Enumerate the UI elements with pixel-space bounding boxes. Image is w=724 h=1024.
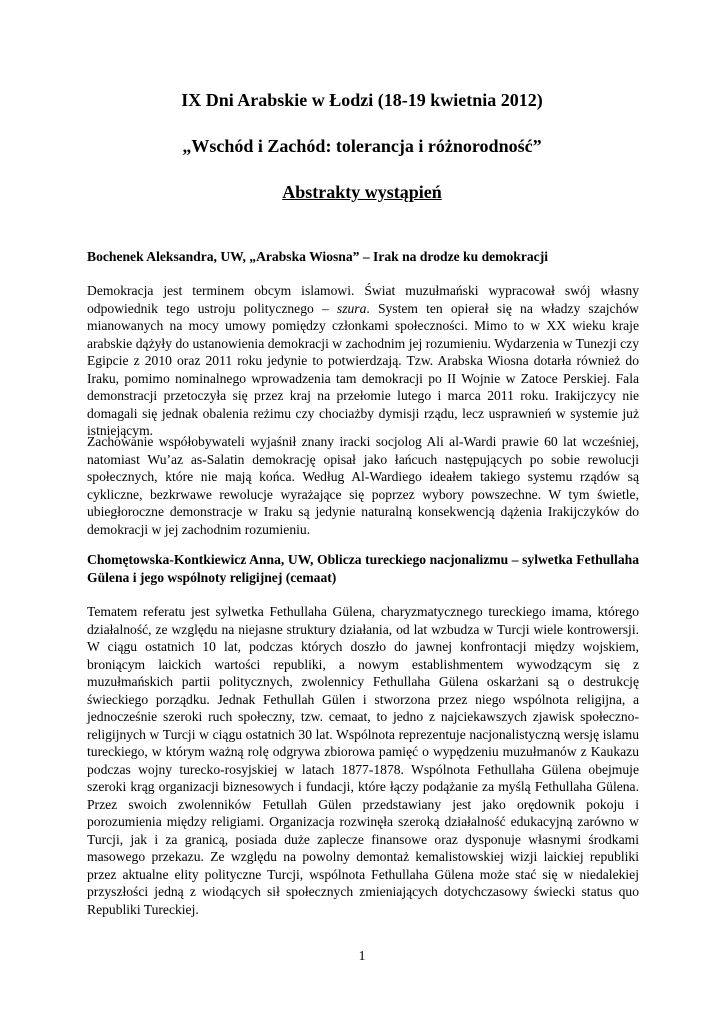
document-subtitle: „Wschód i Zachód: tolerancja i różnorodność” bbox=[182, 136, 542, 156]
abstract-1-paragraph-1-italic-term: szura bbox=[336, 300, 367, 316]
abstract-1-paragraph-1 bbox=[87, 282, 639, 440]
abstract-1-paragraph-1-end: . System ten opierał się na władzy szajchów mianowanych na mocy umowy pomiędzy członkami społeczności. Mimo to w XX wieku kraje arabskie dążyły do ustanowienia demokracji w zachodnim jej rozumieniu. Wydarzenia w Tunezji czy Egipcie z 2010 oraz 2011 roku jedynie to potwierdzają. Tzw. Arabska Wiosna dotarła również do Iraku, pomimo nominalnego wprowadzenia tam demokracji po II Wojnie w Zatoce Perskiej. Fala demonstracji przetoczyła się przez kraj na przełomie lutego i marca 2011 roku. Irakijczycy nie domagali się jednak obalenia reżimu czy chociażby dymisji rządu, lecz usprawnień w systemie już istniejącym. bbox=[87, 300, 639, 438]
page-number: 1 bbox=[358, 948, 366, 963]
section-title: Abstrakty wystąpień bbox=[282, 182, 442, 202]
document-title: IX Dni Arabskie w Łodzi (18-19 kwietnia 2012) bbox=[181, 90, 543, 110]
abstract-1-heading: Bochenek Aleksandra, UW, „Arabska Wiosna” – Irak na drodze ku demokracji bbox=[87, 249, 549, 264]
abstract-2-paragraph-1: Tematem referatu jest sylwetka Fethullaha Gülena, charyzmatycznego tureckiego imama, którego działalność, ze względu na niejasne struktury działania, od lat wzbudza w Turcji wiele kontrowersji. W ciągu ostatnich 10 lat, podczas których doszło do jawnej konfrontacji między wojskiem, broniącym laickich wartości republiki, a nowym establishmentem wywodzącym się z muzułmańskich partii politycznych, zwolennicy Fethullaha Gülena oskarżani są o destrukcję świeckiego porządku. Jednak Fethullah Gülen i stworzona przez niego wspólnota religijna, a jednocześnie szeroki ruch społeczny, tzw. cemaat, to jedno z najciekawszych zjawisk społeczno-religijnych w Turcji w ciągu ostatnich 30 lat. Wspólnota reprezentuje nacjonalistyczną wersję islamu tureckiego, w którym ważną rolę odgrywa zbiorowa pamięć o wypędzeniu muzułmanów z Kaukazu podczas wojny turecko-rosyjskiej w latach 1877-1878. Wspólnota Fethullaha Gülena obejmuje szeroki krąg organizacji biznesowych i fundacji, które łączy podążanie za myślą Fethullaha Gülena. Przez swoich zwolenników Fetullah Gülen przedstawiany jest jako orędownik pokoju i porozumienia między religiami. Organizacja rozwinęła szeroką działalność edukacyjną zarówno w Turcji, jak i za granicą, posiada duże zaplecze finansowe oraz dysponuje własnymi środkami masowego przekazu. Ze względu na powolny demontaż kemalistowskiej wizji laickiej republiki przez aktualne elity polityczne Turcji, wspólnota Fethullaha Gülena może stać się w niedalekiej przyszłości jedną z wiodących sił społecznych zmieniających dotychczasowy świecki status quo Republiki Tureckiej. bbox=[87, 604, 639, 917]
abstract-1-paragraph-1-start: Demokracja jest terminem obcym islamowi. Świat muzułmański wypracował swój własny odpowiednik tego ustroju politycznego – bbox=[87, 283, 639, 316]
abstract-1-paragraph-2: Zachowanie współobywateli wyjaśnił znany iracki socjolog Ali al-Wardi prawie 60 lat wcześniej, natomiast Wu’az as-Salatin demokrację opisał jako łańcuch następujących po sobie rewolucji społecznych, które nie mają końca. Według Al-Wardiego ideałem takiego systemu rządów są cykliczne, bezkrwawe rewolucje wyrażające się poprzez wybory powszechne. W tym świetle, ubiegłoroczne demonstracje w Iraku są jedynie naturalną konsekwencją dążenia Irakijczyków do demokracji w jej zachodnim rozumieniu. bbox=[87, 434, 639, 537]
abstract-2-heading: Chomętowska-Kontkiewicz Anna, UW, Oblicza tureckiego nacjonalizmu – sylwetka Fethullaha Gülena i jego wspólnoty religijnej (cemaat) bbox=[87, 552, 639, 585]
